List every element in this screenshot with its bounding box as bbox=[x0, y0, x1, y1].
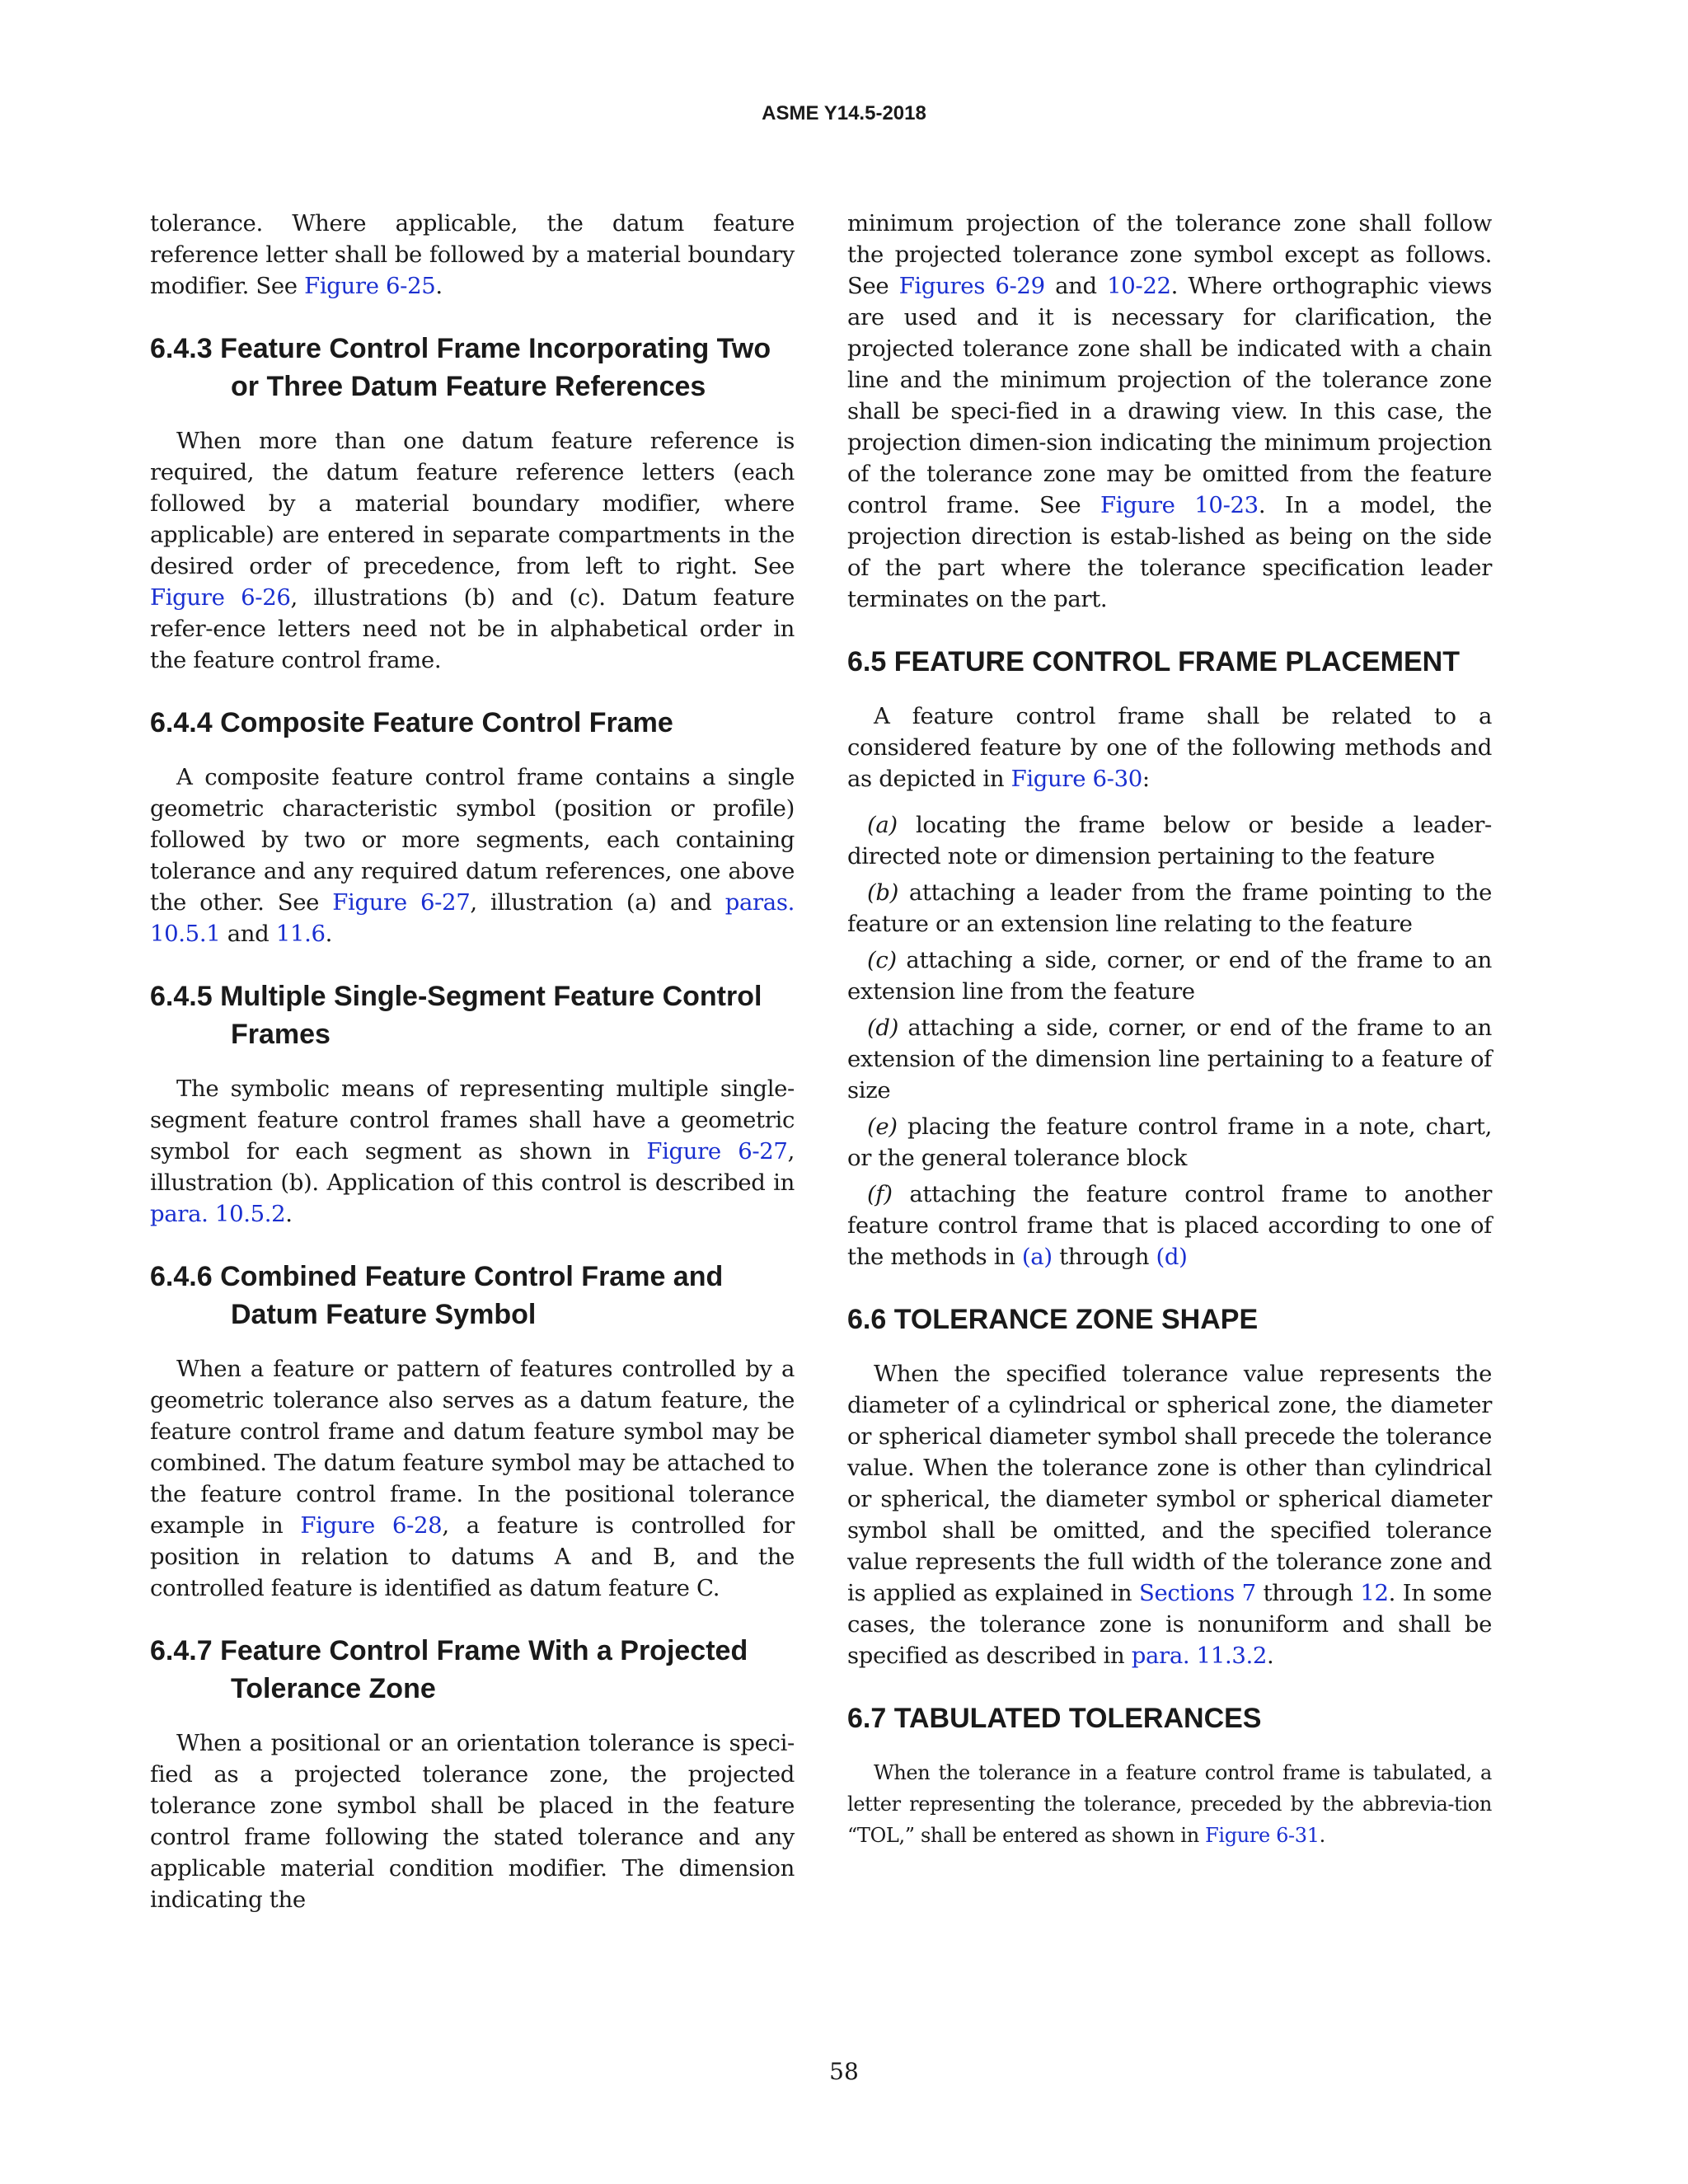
item-text: locating the frame below or beside a leader-directed note or dimension pertaining to the feature bbox=[847, 812, 1492, 869]
link-item-d[interactable]: (d) bbox=[1156, 1244, 1188, 1270]
heading-6-4-7: 6.4.7 Feature Control Frame With a Projected Tolerance Zone bbox=[150, 1635, 748, 1704]
paragraph-6-7 bbox=[847, 1757, 1492, 1851]
text: . bbox=[1319, 1824, 1325, 1847]
item-text: attaching a side, corner, or end of the frame to an extension of the dimension line pertaining to a feature of size bbox=[847, 1015, 1492, 1104]
continued-paragraph bbox=[150, 208, 795, 302]
link-figure-6-28[interactable]: Figure 6-28 bbox=[300, 1512, 443, 1539]
text: : bbox=[1142, 766, 1150, 792]
text: The symbolic means of representing multiple single-segment feature control frames shall have a geometric symbol for each segment as shown in bbox=[150, 1076, 795, 1165]
text: When a feature or pattern of features controlled by a geometric tolerance also serves as a datum feature, the feature control frame and datum feature symbol may be combined. The datum feature symbol may be attached to the feature control frame. In the positional tolerance example in bbox=[150, 1356, 795, 1539]
item-label: (a) bbox=[867, 812, 898, 838]
text: , illustrations (b) and (c). Datum feature refer-ence letters need not be in alphabetical order in the feature control frame. bbox=[150, 584, 795, 673]
list-item-f bbox=[847, 1179, 1492, 1272]
link-figure-6-30[interactable]: Figure 6-30 bbox=[1010, 766, 1142, 792]
text: . Where orthographic views are used and it is necessary for clarification, the projected tolerance zone shall be indicated with a chain line and the minimum projection of the tolerance zone shall be speci-fied in a drawing view. In this case, the projection dimen-sion indicating the minimum projection of the tolerance zone may be omitted from the feature control frame. See bbox=[847, 273, 1492, 518]
link-figure-6-27[interactable]: Figure 6-27 bbox=[646, 1138, 788, 1165]
text: . In some cases, the tolerance zone is nonuniform and shall be specified as described in bbox=[847, 1580, 1493, 1669]
text: , a feature is controlled for position in relation to datums A and B, and the controlled feature is identified as datum feature C. bbox=[150, 1512, 795, 1601]
link-figures-6-29[interactable]: Figures 6-29 bbox=[898, 273, 1045, 299]
left-column bbox=[150, 208, 795, 1930]
text: When the tolerance in a feature control frame is tabulated, a letter representing the tolerance, preceded by the abbrevia-tion “TOL,” shall be entered as shown in bbox=[847, 1761, 1492, 1847]
heading-6-4-3: 6.4.3 Feature Control Frame Incorporating Two or Three Datum Feature References bbox=[150, 333, 771, 402]
page-number: 58 bbox=[829, 2058, 859, 2085]
text: . bbox=[285, 1201, 293, 1227]
link-para-10-5-1[interactable]: paras. 10.5.1 bbox=[150, 889, 795, 947]
item-label: (b) bbox=[867, 879, 899, 906]
paragraph-6-4-4 bbox=[150, 762, 795, 949]
heading-6-7: 6.7 TABULATED TOLERANCES bbox=[847, 1703, 1262, 1734]
link-figure-6-25[interactable]: Figure 6-25 bbox=[304, 273, 436, 299]
item-text: attaching a leader from the frame pointing to the feature or an extension line relating to the feature bbox=[847, 879, 1492, 937]
link-figure-10-23[interactable]: Figure 10-23 bbox=[1100, 492, 1259, 518]
heading-6-4-5: 6.4.5 Multiple Single-Segment Feature Control Frames bbox=[150, 981, 762, 1050]
paragraph-6-6 bbox=[847, 1358, 1492, 1671]
link-11-6[interactable]: 11.6 bbox=[275, 921, 326, 947]
item-text: through bbox=[1052, 1244, 1156, 1270]
paragraph-6-5-intro bbox=[847, 701, 1492, 794]
heading-6-6: 6.6 TOLERANCE ZONE SHAPE bbox=[847, 1304, 1259, 1335]
text: minimum projection of the tolerance zone shall follow the projected tolerance zone symbol except as follows. See bbox=[847, 210, 1492, 299]
link-figure-6-27[interactable]: Figure 6-27 bbox=[332, 889, 471, 916]
link-figure-6-26[interactable]: Figure 6-26 bbox=[150, 584, 291, 611]
paragraph-6-4-3 bbox=[150, 425, 795, 676]
text: tolerance. Where applicable, the datum feature reference letter shall be followed by a material boundary modifier. See bbox=[150, 210, 795, 299]
link-figure-6-31[interactable]: Figure 6-31 bbox=[1205, 1824, 1320, 1847]
text: When the specified tolerance value represents the diameter of a cylindrical or spherical zone, the diameter or spherical diameter symbol shall precede the tolerance value. When the tolerance zone is other than cylindrical or spherical, the diameter symbol or spherical diameter symbol shall be omitted, and the specified tolerance value represents the full width of the tolerance zone and is applied as explained in bbox=[847, 1361, 1492, 1606]
continued-paragraph-right bbox=[847, 208, 1492, 615]
paragraph-6-4-6 bbox=[150, 1353, 795, 1604]
list-item-e bbox=[847, 1111, 1492, 1174]
list-item-d bbox=[847, 1012, 1492, 1106]
text: , illustration (b). Application of this control is described in bbox=[150, 1138, 795, 1196]
text: , illustration (a) and bbox=[470, 889, 725, 916]
item-text: placing the feature control frame in a note, chart, or the general tolerance block bbox=[847, 1113, 1492, 1171]
link-sections-7[interactable]: Sections 7 bbox=[1138, 1580, 1256, 1606]
text: and bbox=[220, 921, 276, 947]
item-text: attaching a side, corner, or end of the frame to an extension line from the feature bbox=[847, 947, 1492, 1005]
link-para-10-5-2[interactable]: para. 10.5.2 bbox=[150, 1201, 286, 1227]
text: . bbox=[1267, 1643, 1274, 1669]
item-text: attaching the feature control frame to another feature control frame that is placed according to one of the methods in bbox=[847, 1181, 1492, 1270]
list-item-b bbox=[847, 877, 1492, 940]
link-item-a[interactable]: (a) bbox=[1021, 1244, 1053, 1270]
heading-6-4-4: 6.4.4 Composite Feature Control Frame bbox=[150, 707, 673, 738]
paragraph-6-4-5 bbox=[150, 1073, 795, 1230]
item-label: (c) bbox=[867, 947, 897, 973]
text: through bbox=[1255, 1580, 1361, 1606]
list-item-a bbox=[847, 809, 1492, 872]
text: . bbox=[435, 273, 443, 299]
paragraph-6-4-7: When a positional or an orientation tolerance is speci-fied as a projected tolerance zone, the projected tolerance zone symbol shall be placed in the feature control frame following the stated tolerance and any applicable material condition modifier. The dimension indicating the bbox=[150, 1730, 795, 1913]
link-12[interactable]: 12 bbox=[1360, 1580, 1389, 1606]
running-header: ASME Y14.5-2018 bbox=[762, 102, 926, 124]
item-label: (d) bbox=[867, 1015, 899, 1041]
item-label: (e) bbox=[867, 1113, 898, 1140]
text: A composite feature control frame contains a single geometric characteristic symbol (position or profile) followed by two or more segments, each containing tolerance and any required datum references, one above the other. See bbox=[150, 764, 795, 916]
text: A feature control frame shall be related to a considered feature by one of the following methods and as depicted in bbox=[847, 703, 1492, 792]
text: and bbox=[1044, 273, 1108, 299]
right-column bbox=[847, 208, 1492, 1866]
link-para-11-3-2[interactable]: para. 11.3.2 bbox=[1131, 1643, 1268, 1669]
item-label: (f) bbox=[867, 1181, 893, 1207]
text: . In a model, the projection direction is estab-lished as being on the side of the part where the tolerance specification leader terminates on the part. bbox=[847, 492, 1492, 612]
link-10-22[interactable]: 10-22 bbox=[1107, 273, 1171, 299]
text: . bbox=[325, 921, 333, 947]
heading-6-4-6: 6.4.6 Combined Feature Control Frame and Datum Feature Symbol bbox=[150, 1261, 724, 1330]
list-item-c bbox=[847, 944, 1492, 1007]
heading-6-5: 6.5 FEATURE CONTROL FRAME PLACEMENT bbox=[847, 646, 1460, 677]
text: When more than one datum feature reference is required, the datum feature reference letters (each followed by a material boundary modifier, where applicable) are entered in separate compartments in the desired order of precedence, from left to right. See bbox=[150, 428, 795, 579]
